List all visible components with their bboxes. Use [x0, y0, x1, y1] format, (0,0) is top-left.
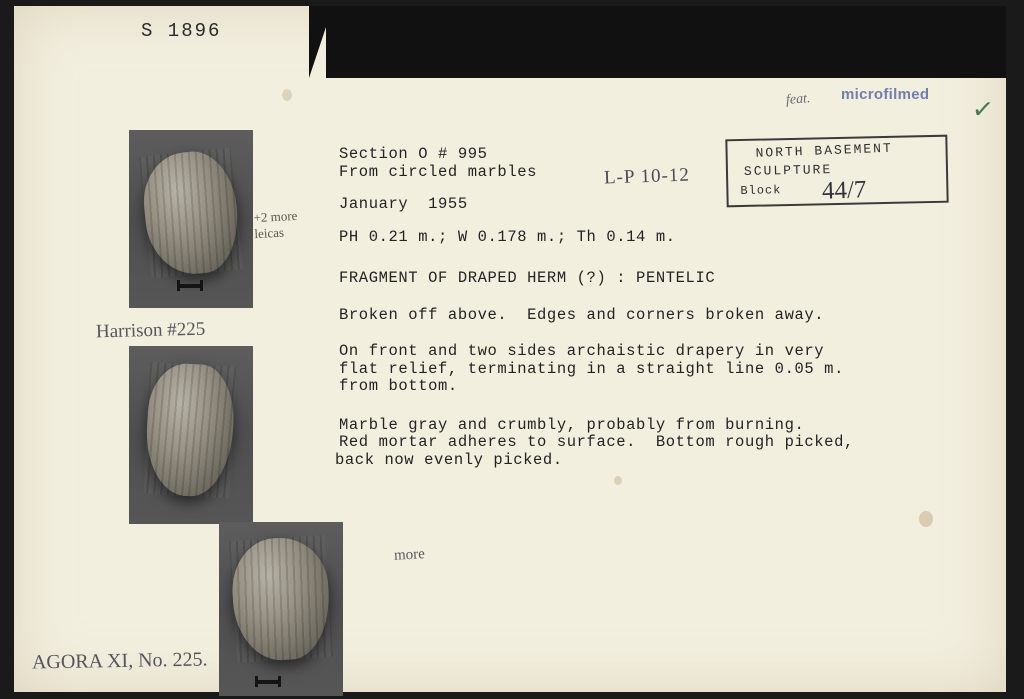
- paper-stain: [919, 511, 933, 527]
- drapery-texture: [229, 535, 333, 663]
- dimensions-paragraph: [339, 227, 989, 246]
- card-tab-cutout: [14, 6, 1006, 78]
- card-body-text: [335, 145, 989, 485]
- lp-annotation: L-P 10-12: [603, 164, 691, 189]
- paper-stain: [282, 89, 292, 101]
- material-line-2: Red mortar adheres to surface. Bottom rough picked,: [339, 433, 854, 451]
- marble-fragment-image: [139, 148, 243, 279]
- condition-paragraph: [339, 305, 989, 324]
- section-line: Section O # 995: [339, 145, 488, 163]
- condition-line: Broken off above. Edges and corners broken away.: [339, 305, 825, 324]
- from-line: From circled marbles: [339, 162, 538, 181]
- scale-bar: [255, 680, 281, 684]
- date-paragraph: [339, 197, 989, 213]
- harrison-annotation: Harrison #225: [95, 318, 206, 343]
- description-paragraph: [339, 344, 989, 395]
- scale-bar: [177, 284, 203, 288]
- stamp-line-department: SCULPTURE: [743, 162, 833, 179]
- feat-note: feat.: [785, 91, 811, 108]
- catalogue-card: [14, 6, 1006, 692]
- check-mark-icon: ✓: [970, 92, 996, 126]
- date-line: January 1955: [339, 195, 468, 213]
- title-line: FRAGMENT OF DRAPED HERM (?) : PENTELIC: [339, 269, 716, 287]
- material-line-3: back now evenly picked.: [335, 450, 563, 469]
- leicas-annotation-line-1: +2 more: [253, 207, 298, 226]
- photo-middle: [129, 346, 253, 524]
- more-annotation: more: [393, 546, 426, 564]
- leicas-annotation-line-2: leicas: [254, 224, 285, 242]
- stamp-line-location: NORTH BASEMENT: [755, 140, 894, 161]
- description-line-1: On front and two sides archaistic drapery in very: [339, 342, 825, 360]
- photo-bottom: [219, 522, 343, 696]
- leicas-annotation: [253, 208, 298, 243]
- card-number: S 1896: [141, 20, 222, 42]
- photo-top: [129, 130, 253, 308]
- title-paragraph: [339, 271, 989, 287]
- material-paragraph: [335, 415, 989, 469]
- stamp-line-block-label: Block: [740, 183, 782, 199]
- marble-fragment-image: [144, 362, 237, 498]
- card-tab-diagonal: [309, 6, 333, 78]
- card-tab-background: [326, 6, 1006, 78]
- dimensions-line: PH 0.21 m.; W 0.178 m.; Th 0.14 m.: [339, 227, 676, 246]
- description-line-2: flat relief, terminating in a straight line 0.05 m.: [339, 359, 844, 378]
- microfilmed-stamp: microfilmed: [841, 86, 930, 103]
- agora-reference-annotation: AGORA XI, No. 225.: [31, 648, 208, 674]
- drapery-texture: [139, 148, 243, 279]
- drapery-texture: [144, 362, 237, 498]
- marble-fragment-image: [229, 535, 333, 663]
- description-line-3: from bottom.: [339, 377, 458, 395]
- block-number: 44/7: [821, 176, 867, 205]
- material-line-1: Marble gray and crumbly, probably from burning.: [339, 415, 805, 434]
